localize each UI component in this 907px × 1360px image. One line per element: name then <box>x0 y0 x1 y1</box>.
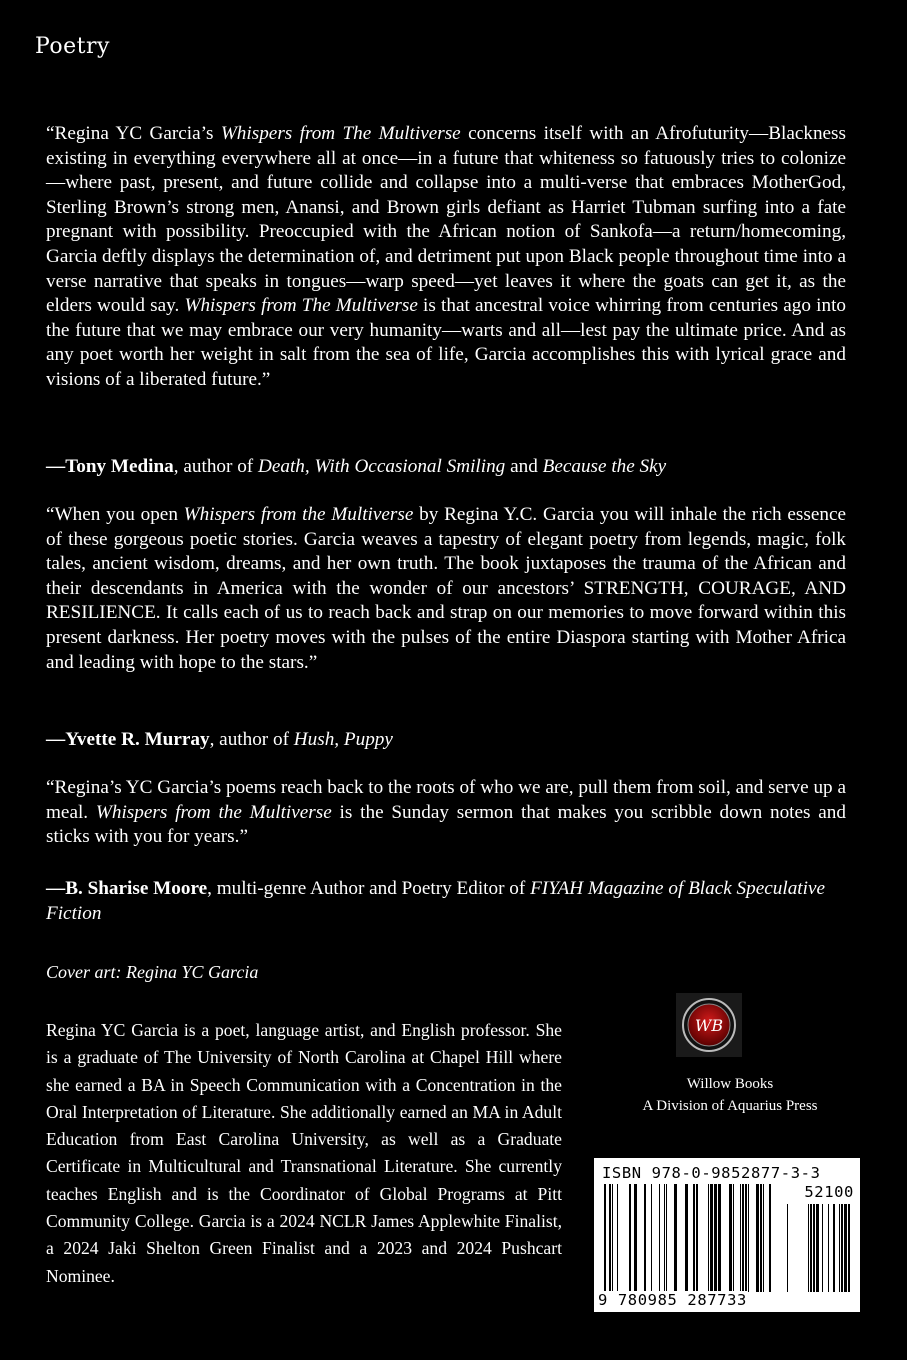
quote-text: “When you open <box>46 504 184 525</box>
publisher-logo <box>676 993 742 1057</box>
quote-text: “Regina’s YC Garcia’s poems reach back to the roots of who we are, pull them from soil, and serve up a meal. <box>46 777 846 823</box>
blurb-author: —B. Sharise Moore <box>46 878 208 899</box>
book-title: Whispers from The Multiverse <box>220 123 461 144</box>
blurb-attribution-3 <box>46 877 846 926</box>
book-title: Hush, Puppy <box>293 729 393 750</box>
book-title: Death, With Occasional Smiling <box>257 456 506 477</box>
blurb-quote-2 <box>46 503 846 675</box>
book-title: Whispers from The Multiverse <box>184 295 418 317</box>
blurb-author: —Tony Medina <box>46 456 174 477</box>
publisher-division: A Division of Aquarius Press <box>642 1098 818 1114</box>
attribution-text: , author of <box>173 456 258 477</box>
attribution-text: , author of <box>209 729 294 750</box>
book-title: Whispers from the Multiverse <box>183 504 414 525</box>
publisher-info <box>600 1073 860 1117</box>
quote-text: is that ancestral voice whirring from centuries ago into the future that we may embrace our very humanity—warts and all—lest pay the ultimate price. And as any poet worth her weight in salt from the sea of life, Garcia accomplishes this with lyrical grace and visions of a liberated future.” <box>46 295 847 390</box>
blurb-quote-1 <box>46 122 846 393</box>
quote-text: concerns itself with an Afrofuturity—Blackness existing in everything everywhere all at once—in a future that whiteness so fatuously tries to colonize—where past, present, and future collide and collapse into a multi-verse that embraces MotherGod, Sterling Brown’s strong men, Anansi, and Brown girls defiant as Harriet Tubman surfing into a fate pregnant with possibility. Preoccupied with the African notion of Sankofa—a return/homecoming, Garcia deftly displays the determination of, and detriment put upon Black people throughout time into a verse narrative that speaks in tongues—warp speed—yet leaves it where the goats can get it, as the elders would say. <box>46 123 846 317</box>
ean-number: 9 780985 287733 <box>598 1291 747 1309</box>
publisher-name: Willow Books <box>686 1076 774 1092</box>
willow-books-logo-icon <box>681 997 737 1053</box>
genre-label: Poetry <box>35 34 110 59</box>
quote-text: is the Sunday sermon that makes you scribble down notes and sticks with you for years.” <box>46 801 846 848</box>
author-bio: Regina YC Garcia is a poet, language artist, and English professor. She is a graduate of The University of North Carolina at Chapel Hill where she earned a BA in Speech Communication with a Concentration in the Oral Interpretation of Literature. She additionally earned an MA in Adult Education from East Carolina University, as well as a Graduate Certificate in Multicultural and Transnational Literature. She currently teaches English and is the Coordinator of Global Programs at Pitt Community College. Garcia is a 2024 NCLR James Applewhite Finalist, a 2024 Jaki Shelton Green Finalist and a 2023 and 2024 Pushcart Nominee. <box>46 1020 562 1286</box>
book-title: Whispers from the Multiverse <box>95 801 332 823</box>
attribution-text: , multi-genre Author and Poetry Editor of <box>207 878 531 899</box>
barcode-bars-icon <box>594 1158 860 1312</box>
blurb-attribution-2 <box>46 728 846 753</box>
book-title: FIYAH Magazine of Black Speculative Fiction <box>46 878 825 924</box>
price-code: 52100 <box>804 1183 854 1201</box>
quote-text: by Regina Y.C. Garcia you will inhale the rich essence of these gorgeous poetic stories. Garcia weaves a tapestry of elegant poetry from legends, magic, folk tales, ancient wisdom, dreams, and her own truth. The book juxtaposes the trauma of the African and their descendants in America with the wonder of our ancestors’ STRENGTH, COURAGE, AND RESILIENCE. It calls each of us to reach back and strap on our memories to move forward within this present darkness. Her poetry moves with the pulses of the entire Diaspora starting with Mother Africa and leading with hope to the stars.” <box>46 504 846 673</box>
blurb-author: —Yvette R. Murray <box>46 729 210 750</box>
isbn-number: ISBN 978-0-9852877-3-3 <box>602 1164 821 1182</box>
quote-text: “Regina YC Garcia’s <box>46 123 221 144</box>
book-title: Because the Sky <box>542 456 667 477</box>
logo-lettering: WB <box>694 1016 724 1035</box>
attribution-text: and <box>505 456 543 477</box>
cover-art-credit: Cover art: Regina YC Garcia <box>46 962 259 982</box>
blurb-attribution-1 <box>46 455 846 480</box>
isbn-barcode <box>594 1158 860 1312</box>
blurb-quote-3 <box>46 776 846 850</box>
